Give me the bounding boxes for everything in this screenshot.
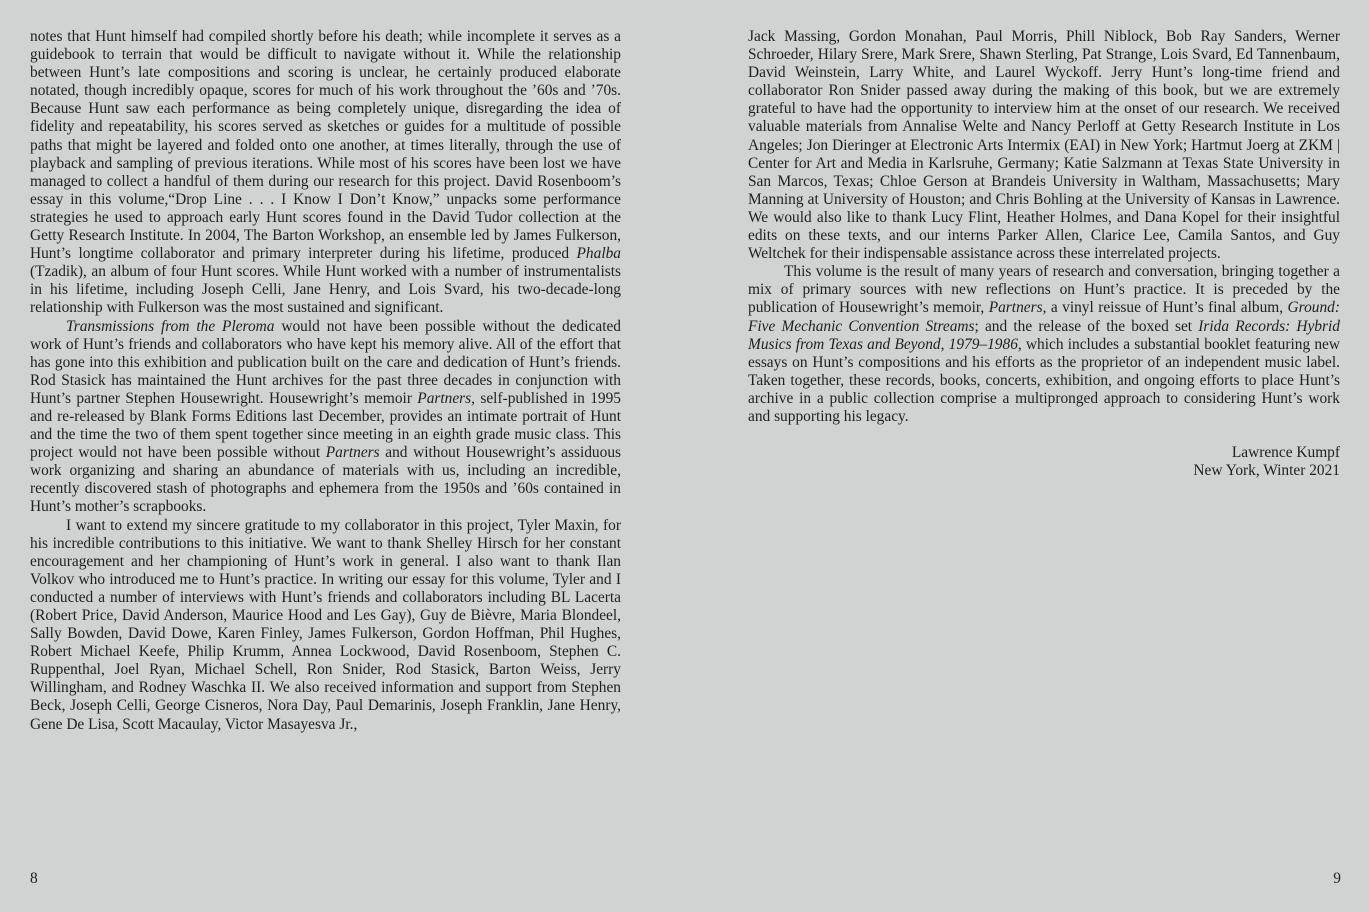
paragraph: I want to extend my sincere gratitude to my collaborator in this project, Tyler Maxin, for his incredible contributions to this initiative. We want to thank Shelley Hirsch for her constant encouragement and her championing of Hunt’s work in general. I also want to thank Ilan Volkov who introduced me to Hunt’s practice. In writing our essay for this volume, Tyler and I conducted a number of interviews with Hunt’s friends and collaborators including BL Lacerta (Robert Price, David Anderson, Maurice Hood and Les Gay), Guy de Bièvre, Maria Blondeel, Sally Bowden, David Dowe, Karen Finley, James Fulkerson, Gordon Hoffman, Phil Hughes, Robert Michael Keefe, Philip Krumm, Annea Lockwood, David Rosenboom, Stephen C. Ruppenthal, Joel Ryan, Michael Schell, Ron Snider, Rod Stasick, Barton Weiss, Jerry Willingham, and Rodney Waschka II. We also received information and support from Stephen Beck, Joseph Celli, George Cisneros, Nora Day, Paul Demarinis, Joseph Franklin, Jane Henry, Gene De Lisa, Scott Macaulay, Victor Masayesva Jr., xyxy=(30,516,621,733)
paragraph: Transmissions from the Pleroma would not have been possible without the dedicated work of Hunt’s friends and collaborators who have kept his memory alive. All of the effort that has gone into this exhibition and publication built on the care and dedication of Hunt’s friends. Rod Stasick has maintained the Hunt archives for the past three decades in conjunction with Hunt’s partner Stephen Housewright. Housewright’s memoir Partners, self-published in 1995 and re-released by Blank Forms Editions last December, provides an intimate portrait of Hunt and the time the two of them spent together since meeting in an eighth grade music class. This project would not have been possible without Partners and without Housewright’s assiduous work organizing and sharing an abundance of materials with us, including an incredible, recently discovered stash of photographs and ephemera from the 1950s and ’60s contained in Hunt’s mother’s scrapbooks. xyxy=(30,317,622,516)
paragraph: This volume is the result of many years of research and conversation, bringing together a mix of primary sources with new reflections on Hunt’s practice. It is preceded by the publication of Housewright’s memoir, Partners, a vinyl reissue of Hunt’s final album, Ground: Five Mechanic Convention Streams; and the release of the boxed set Irida Records: Hybrid Musics from Texas and Beyond, 1979–1986, which includes a substantial booklet featuring new essays on Hunt’s compositions and his efforts as the proprietor of an independent music label. Taken together, these records, books, concerts, exhibition, and ongoing efforts to place Hunt’s archive in a public collection comprise a multipronged approach to considering Hunt’s work and supporting his legacy. xyxy=(748,263,1340,425)
paragraph: notes that Hunt himself had compiled shortly before his death; while incomplete it serves as a guidebook to terrain that would be difficult to navigate without it. While the relationship between Hunt’s late compositions and scoring is unclear, he certainly produced elaborate notated, though incredibly opaque, scores for much of his work throughout the ’60s and ’70s. Because Hunt saw each performance as being completely unique, disregarding the idea of fidelity and repeatability, his scores served as sketches or guides for a multitude of possible paths that might be layered and folded onto one another, at times literally, through the use of playback and sampling of previous iterations. While most of his scores have been lost we have managed to collect a handful of them during our research for this project. David Rosenboom’s essay in this volume,“Drop Line . . . I Know I Don’t Know,” unpacks some performance strategies he used to approach early Hunt scores found in the David Tudor collection at the Getty Research Institute. In 2004, The Barton Workshop, an ensemble led by James Fulkerson, Hunt’s longtime collaborator and primary interpreter during his lifetime, produced Phalba (Tzadik), an album of four Hunt scores. While Hunt worked with a number of instrumentalists in his lifetime, including Joseph Celli, Jane Henry, and Lois Svard, his two-decade-long relationship with Fulkerson was the most sustained and significant. xyxy=(30,28,621,317)
right-page xyxy=(748,28,1340,480)
page-number-left: 8 xyxy=(30,870,38,887)
italic-title: Phalba xyxy=(576,245,621,263)
paragraph: Jack Massing, Gordon Monahan, Paul Morris, Phill Niblock, Bob Ray Sanders, Werner Schroeder, Hilary Srere, Mark Srere, Shawn Sterling, Pat Strange, Lois Svard, Ed Tannenbaum, David Weinstein, Larry White, and Laurel Wyckoff. Jerry Hunt’s long-time friend and collaborator Ron Snider passed away during the making of this book, but we are extremely grateful to have had the opportunity to interview him at the onset of our research. We received valuable materials from Annalise Welte and Nancy Perloff at Getty Research Institute in Los Angeles; Jon Dieringer at Electronic Arts Intermix (EAI) in New York; Hartmut Joerg at ZKM | Center for Art and Media in Karlsruhe, Germany; Katie Salzmann at Texas State University in San Marcos, Texas; Chloe Gerson at Brandeis University in Waltham, Massachusetts; Mary Manning at University of Houston; and Chris Bohling at the University of Kansas in Lawrence. We would also like to thank Lucy Flint, Heather Holmes, and Dana Kopel for their insightful edits on these texts, and our interns Parker Allen, Clarice Lee, Camila Santos, and Guy Weltchek for their indispensable assistance across these interrelated projects. xyxy=(748,28,1340,263)
place-date: New York, Winter 2021 xyxy=(1193,462,1340,480)
left-page xyxy=(30,28,621,734)
italic-title: Partners xyxy=(325,444,380,462)
signature-block xyxy=(748,444,1340,480)
author-name: Lawrence Kumpf xyxy=(1231,444,1340,462)
italic-title: Partners xyxy=(988,299,1043,317)
italic-title: Partners xyxy=(417,389,472,407)
italic-title: Irida Records: Hybrid Musics from Texas and Beyond, 1979–1986 xyxy=(748,317,1340,353)
italic-title: Ground: Five Mechanic Convention Streams xyxy=(748,299,1340,335)
page-number-right: 9 xyxy=(1333,870,1341,887)
italic-title: Transmissions from the Pleroma xyxy=(66,317,275,335)
